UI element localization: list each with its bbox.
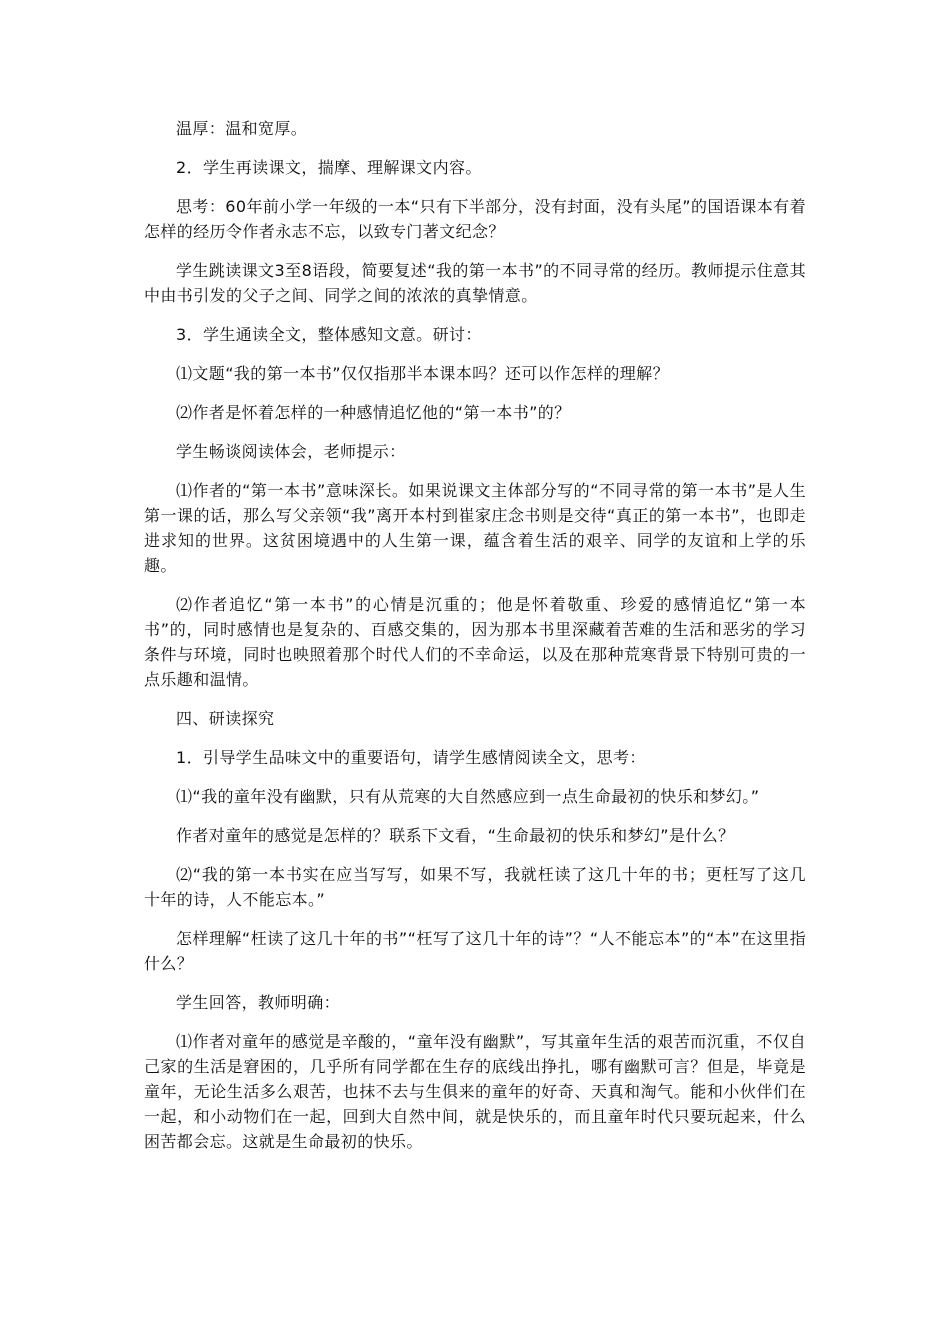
document-body	[144, 116, 806, 1168]
paragraph-explanation-1: ⑴作者对童年的感觉是辛酸的，“童年没有幽默”，写其童年生活的艰苦而沉重，不仅自己家的生活是窘困的，几乎所有同学都在生存的底线出挣扎，哪有幽默可言？但是，毕竟是童年，无论生活多么艰苦，也抹不去与生俱来的童年的好奇、天真和淘气。能和小伙伴们在一起，和小动物们在一起，回到大自然中间，就是快乐的，而且童年时代只要玩起来，什么困苦都会忘。这就是生命最初的快乐。	[144, 1032, 806, 1151]
paragraph-quote-2-question: 怎样理解“枉读了这几十年的书”“枉写了这几十年的诗”？“人不能忘本”的“本”在这里指什么？	[144, 929, 806, 973]
section-heading: 四、研读探究	[176, 709, 275, 728]
paragraph-answer-2: ⑵作者追忆“第一本书”的心情是沉重的；他是怀着敬重、珍爱的感情追忆“第一本书”的，同时感情也是复杂的、百感交集的，因为那本书里深藏着苦难的生活和恶劣的学习条件与环境，同时也映照着那个时代人们的不幸命运，以及在那种荒寒背景下特别可贵的一点乐趣和温情。	[144, 595, 806, 689]
paragraph-step-1: 1．引导学生品味文中的重要语句，请学生感情阅读全文，思考：	[176, 748, 646, 767]
paragraph-quote-1: ⑴“我的童年没有幽默，只有从荒寒的大自然感应到一点生命最初的快乐和梦幻。”	[176, 787, 760, 806]
paragraph-answer-1: ⑴作者的“第一本书”意味深长。如果说课文主体部分写的“不同寻常的第一本书”是人生第一课的话，那么写父亲领“我”离开本村到崔家庄念书则是交待“真正的第一本书”，也即走进求知的世界。这贫困境遇中的人生第一课，蕴含着生活的艰辛、同学的友谊和上学的乐趣。	[144, 481, 806, 575]
paragraph-definition: 温厚：温和宽厚。	[176, 119, 308, 138]
paragraph-step-3: 3．学生通读全文，整体感知文意。研讨：	[176, 325, 482, 344]
paragraph-step-2: 2．学生再读课文，揣摩、理解课文内容。	[176, 158, 482, 177]
paragraph-quote-2: ⑵“我的第一本书实在应当写写，如果不写，我就枉读了这几十年的书；更枉写了这几十年的诗，人不能忘本。”	[144, 865, 806, 909]
paragraph-discussion-1: ⑴文题“我的第一本书”仅仅指那半本课本吗？还可以作怎样的理解？	[176, 364, 669, 383]
paragraph-skim-reading: 学生跳读课文3至8语段，简要复述“我的第一本书”的不同寻常的经历。教师提示住意其中由书引发的父子之间、同学之间的浓浓的真挚情意。	[144, 261, 806, 305]
paragraph-teacher-hint: 学生畅谈阅读体会，老师提示：	[176, 442, 406, 461]
paragraph-quote-1-question: 作者对童年的感觉是怎样的？联系下文看，“生命最初的快乐和梦幻”是什么？	[176, 826, 735, 845]
paragraph-student-answer: 学生回答，教师明确：	[176, 993, 341, 1012]
paragraph-discussion-2: ⑵作者是怀着怎样的一种感情追忆他的“第一本书”的？	[176, 403, 571, 422]
paragraph-question: 思考：60年前小学一年级的一本“只有下半部分，没有封面，没有头尾”的国语课本有着怎样的经历令作者永志不忘，以致专门著文纪念？	[144, 197, 806, 241]
